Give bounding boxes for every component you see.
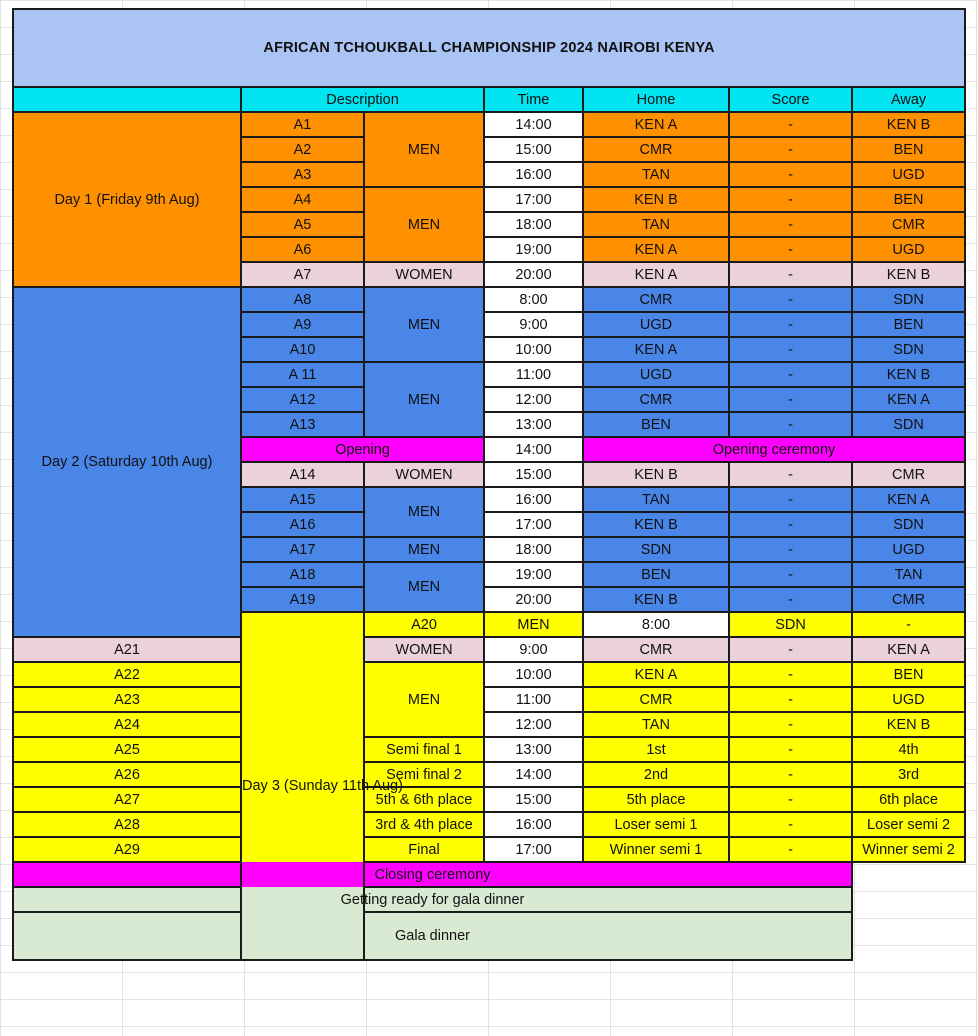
match-away[interactable]: UGD	[852, 537, 965, 562]
match-time[interactable]: 10:00	[484, 337, 583, 362]
header-description[interactable]: Description	[241, 87, 484, 112]
match-home[interactable]: CMR	[583, 387, 729, 412]
match-id[interactable]: A12	[241, 387, 364, 412]
match-score[interactable]: -	[729, 637, 852, 662]
match-home[interactable]: CMR	[583, 287, 729, 312]
category-cell[interactable]: 3rd & 4th place	[364, 812, 484, 837]
match-home[interactable]: KEN B	[583, 187, 729, 212]
match-time[interactable]: 20:00	[484, 587, 583, 612]
match-row	[13, 787, 965, 812]
match-time[interactable]: 15:00	[484, 137, 583, 162]
gala-prep-cell[interactable]: Getting ready for gala dinner	[13, 887, 852, 912]
match-id[interactable]: A22	[13, 662, 241, 687]
match-time[interactable]: 18:00	[484, 537, 583, 562]
match-home[interactable]: SDN	[729, 612, 852, 637]
category-cell[interactable]: WOMEN	[364, 637, 484, 662]
match-time[interactable]: 8:00	[484, 287, 583, 312]
match-away[interactable]: UGD	[852, 162, 965, 187]
match-away[interactable]: KEN A	[852, 487, 965, 512]
match-home[interactable]: CMR	[583, 137, 729, 162]
match-id[interactable]: A1	[241, 112, 364, 137]
match-time[interactable]: 19:00	[484, 237, 583, 262]
match-score[interactable]: -	[729, 837, 852, 862]
match-score[interactable]: -	[729, 762, 852, 787]
match-row	[13, 712, 965, 737]
match-score[interactable]: -	[729, 812, 852, 837]
match-home[interactable]: UGD	[583, 312, 729, 337]
header-score[interactable]: Score	[729, 87, 852, 112]
match-home[interactable]: TAN	[583, 162, 729, 187]
match-score[interactable]: -	[729, 162, 852, 187]
gala-prep-row	[13, 887, 965, 912]
match-away[interactable]: CMR	[852, 212, 965, 237]
category-cell[interactable]: MEN	[364, 487, 484, 537]
category-cell[interactable]: 5th & 6th place	[364, 787, 484, 812]
category-cell[interactable]: MEN	[364, 112, 484, 187]
match-away[interactable]: UGD	[852, 237, 965, 262]
match-away[interactable]: SDN	[852, 287, 965, 312]
match-away[interactable]: BEN	[852, 312, 965, 337]
match-id[interactable]: A14	[241, 462, 364, 487]
match-row	[13, 287, 965, 312]
match-time[interactable]: 10:00	[484, 662, 583, 687]
table-title[interactable]: AFRICAN TCHOUKBALL CHAMPIONSHIP 2024 NAIROBI KENYA	[13, 9, 965, 87]
match-id[interactable]: A2	[241, 137, 364, 162]
match-id[interactable]: A4	[241, 187, 364, 212]
match-time[interactable]: 13:00	[484, 737, 583, 762]
match-time[interactable]: 8:00	[583, 612, 729, 637]
match-time[interactable]: 9:00	[484, 312, 583, 337]
header-home[interactable]: Home	[583, 87, 729, 112]
header-time[interactable]: Time	[484, 87, 583, 112]
match-time[interactable]: 12:00	[484, 387, 583, 412]
match-row	[13, 112, 965, 137]
match-time[interactable]: 14:00	[484, 762, 583, 787]
match-home[interactable]: KEN B	[583, 587, 729, 612]
match-row	[13, 762, 965, 787]
match-id[interactable]: A21	[13, 637, 241, 662]
match-score[interactable]: -	[729, 312, 852, 337]
match-row	[13, 637, 965, 662]
match-id[interactable]: A 11	[241, 362, 364, 387]
category-cell[interactable]: MEN	[364, 362, 484, 437]
match-time[interactable]: 9:00	[484, 637, 583, 662]
match-id[interactable]: A18	[241, 562, 364, 587]
category-cell[interactable]: MEN	[364, 537, 484, 562]
match-away[interactable]: Loser semi 2	[852, 812, 965, 837]
match-row	[13, 662, 965, 687]
match-id[interactable]: A25	[13, 737, 241, 762]
match-away[interactable]: SDN	[852, 337, 965, 362]
match-home[interactable]: CMR	[583, 637, 729, 662]
match-id[interactable]: A15	[241, 487, 364, 512]
match-score[interactable]: -	[729, 212, 852, 237]
match-home[interactable]: KEN A	[583, 112, 729, 137]
category-cell[interactable]: MEN	[484, 612, 583, 637]
category-cell[interactable]: WOMEN	[364, 262, 484, 287]
match-id[interactable]: A29	[13, 837, 241, 862]
match-score[interactable]: -	[729, 112, 852, 137]
match-score[interactable]: -	[729, 412, 852, 437]
category-cell[interactable]: MEN	[364, 562, 484, 612]
match-home[interactable]: KEN A	[583, 262, 729, 287]
match-home[interactable]: CMR	[583, 687, 729, 712]
match-home[interactable]: UGD	[583, 362, 729, 387]
match-row	[13, 687, 965, 712]
match-id[interactable]: A17	[241, 537, 364, 562]
category-cell[interactable]: Final	[364, 837, 484, 862]
match-home[interactable]: KEN B	[583, 512, 729, 537]
match-time[interactable]: 12:00	[484, 712, 583, 737]
match-away[interactable]: SDN	[852, 512, 965, 537]
match-id[interactable]: A19	[241, 587, 364, 612]
match-home[interactable]: TAN	[583, 487, 729, 512]
header-row	[13, 87, 965, 112]
day-1-cell[interactable]: Day 1 (Friday 9th Aug)	[13, 112, 241, 287]
gala-dinner-row	[13, 912, 965, 960]
match-time[interactable]: 11:00	[484, 362, 583, 387]
match-score[interactable]: -	[729, 737, 852, 762]
match-score[interactable]: -	[729, 487, 852, 512]
match-id[interactable]: A6	[241, 237, 364, 262]
match-away[interactable]: 3rd	[852, 762, 965, 787]
match-time[interactable]: 17:00	[484, 187, 583, 212]
match-away[interactable]: CMR	[852, 462, 965, 487]
match-home[interactable]: BEN	[583, 562, 729, 587]
header-away[interactable]: Away	[852, 87, 965, 112]
match-home[interactable]: KEN A	[583, 662, 729, 687]
match-score[interactable]: -	[729, 287, 852, 312]
match-home[interactable]: 1st	[583, 737, 729, 762]
match-home[interactable]: Loser semi 1	[583, 812, 729, 837]
match-id[interactable]: A27	[13, 787, 241, 812]
match-score[interactable]: -	[729, 787, 852, 812]
match-away[interactable]: 4th	[852, 737, 965, 762]
match-home[interactable]: BEN	[583, 412, 729, 437]
match-away[interactable]: KEN B	[852, 112, 965, 137]
category-cell[interactable]: WOMEN	[364, 462, 484, 487]
match-away[interactable]: KEN B	[852, 362, 965, 387]
opening-time[interactable]: 14:00	[484, 437, 583, 462]
match-time[interactable]: 11:00	[484, 687, 583, 712]
match-score[interactable]: -	[729, 562, 852, 587]
closing-ceremony-cell[interactable]: Closing ceremony	[13, 862, 852, 887]
match-away[interactable]: 6th place	[852, 787, 965, 812]
match-id[interactable]: A24	[13, 712, 241, 737]
match-id[interactable]: A9	[241, 312, 364, 337]
match-away[interactable]: BEN	[852, 137, 965, 162]
match-away[interactable]: Winner semi 2	[852, 837, 965, 862]
match-time[interactable]: 15:00	[484, 462, 583, 487]
match-home[interactable]: Winner semi 1	[583, 837, 729, 862]
schedule-table	[12, 8, 966, 961]
match-score[interactable]: -	[729, 362, 852, 387]
match-score[interactable]: -	[729, 187, 852, 212]
match-id[interactable]: A13	[241, 412, 364, 437]
match-id[interactable]: A10	[241, 337, 364, 362]
match-away[interactable]: SDN	[852, 412, 965, 437]
match-time[interactable]: 17:00	[484, 512, 583, 537]
match-home[interactable]: 2nd	[583, 762, 729, 787]
match-time[interactable]: 17:00	[484, 837, 583, 862]
match-home[interactable]: KEN A	[583, 337, 729, 362]
match-time[interactable]: 14:00	[484, 112, 583, 137]
match-away[interactable]: TAN	[852, 562, 965, 587]
match-id[interactable]: A16	[241, 512, 364, 537]
match-home[interactable]: TAN	[583, 712, 729, 737]
category-cell[interactable]: MEN	[364, 187, 484, 262]
match-time[interactable]: 20:00	[484, 262, 583, 287]
match-id[interactable]: A5	[241, 212, 364, 237]
match-time[interactable]: 15:00	[484, 787, 583, 812]
match-id[interactable]: A3	[241, 162, 364, 187]
match-score[interactable]: -	[729, 712, 852, 737]
match-id[interactable]: A7	[241, 262, 364, 287]
match-score[interactable]: -	[729, 662, 852, 687]
match-score[interactable]: -	[729, 587, 852, 612]
category-cell[interactable]: Semi final 1	[364, 737, 484, 762]
match-away[interactable]: KEN B	[852, 712, 965, 737]
match-home[interactable]: 5th place	[583, 787, 729, 812]
match-time[interactable]: 16:00	[484, 162, 583, 187]
match-away[interactable]: UGD	[852, 687, 965, 712]
day-2-cell[interactable]: Day 2 (Saturday 10th Aug)	[13, 287, 241, 637]
match-home[interactable]: KEN A	[583, 237, 729, 262]
match-id[interactable]: A23	[13, 687, 241, 712]
match-score[interactable]: -	[729, 337, 852, 362]
match-score[interactable]: -	[729, 537, 852, 562]
match-score[interactable]: -	[729, 512, 852, 537]
match-score[interactable]: -	[729, 387, 852, 412]
gala-dinner-cell[interactable]: Gala dinner	[13, 912, 852, 960]
closing-row	[13, 862, 965, 887]
opening-label[interactable]: Opening	[241, 437, 484, 462]
match-row	[13, 837, 965, 862]
match-row	[13, 737, 965, 762]
match-id[interactable]: A20	[364, 612, 484, 637]
match-score[interactable]: -	[729, 262, 852, 287]
match-score[interactable]: -	[729, 462, 852, 487]
opening-ceremony-cell[interactable]: Opening ceremony	[583, 437, 965, 462]
match-away[interactable]: CMR	[852, 587, 965, 612]
match-time[interactable]: 13:00	[484, 412, 583, 437]
match-away[interactable]: KEN A	[852, 387, 965, 412]
match-away[interactable]: BEN	[852, 187, 965, 212]
match-home[interactable]: KEN B	[583, 462, 729, 487]
match-home[interactable]: TAN	[583, 212, 729, 237]
match-id[interactable]: A8	[241, 287, 364, 312]
match-id[interactable]: A26	[13, 762, 241, 787]
match-time[interactable]: 18:00	[484, 212, 583, 237]
category-cell[interactable]: Semi final 2	[364, 762, 484, 787]
category-cell[interactable]: MEN	[364, 662, 484, 737]
match-time[interactable]: 16:00	[484, 812, 583, 837]
category-cell[interactable]: MEN	[364, 287, 484, 362]
match-away[interactable]: KEN A	[852, 637, 965, 662]
match-score[interactable]: -	[729, 137, 852, 162]
match-away[interactable]: KEN B	[852, 262, 965, 287]
match-time[interactable]: 19:00	[484, 562, 583, 587]
match-score[interactable]: -	[852, 612, 965, 637]
match-home[interactable]: SDN	[583, 537, 729, 562]
match-score[interactable]: -	[729, 237, 852, 262]
match-time[interactable]: 16:00	[484, 487, 583, 512]
header-blank-cell[interactable]	[13, 87, 241, 112]
day-3-cell[interactable]: Day 3 (Sunday 11th Aug)	[241, 612, 364, 960]
match-row	[13, 812, 965, 837]
match-id[interactable]: A28	[13, 812, 241, 837]
match-away[interactable]: BEN	[852, 662, 965, 687]
match-score[interactable]: -	[729, 687, 852, 712]
